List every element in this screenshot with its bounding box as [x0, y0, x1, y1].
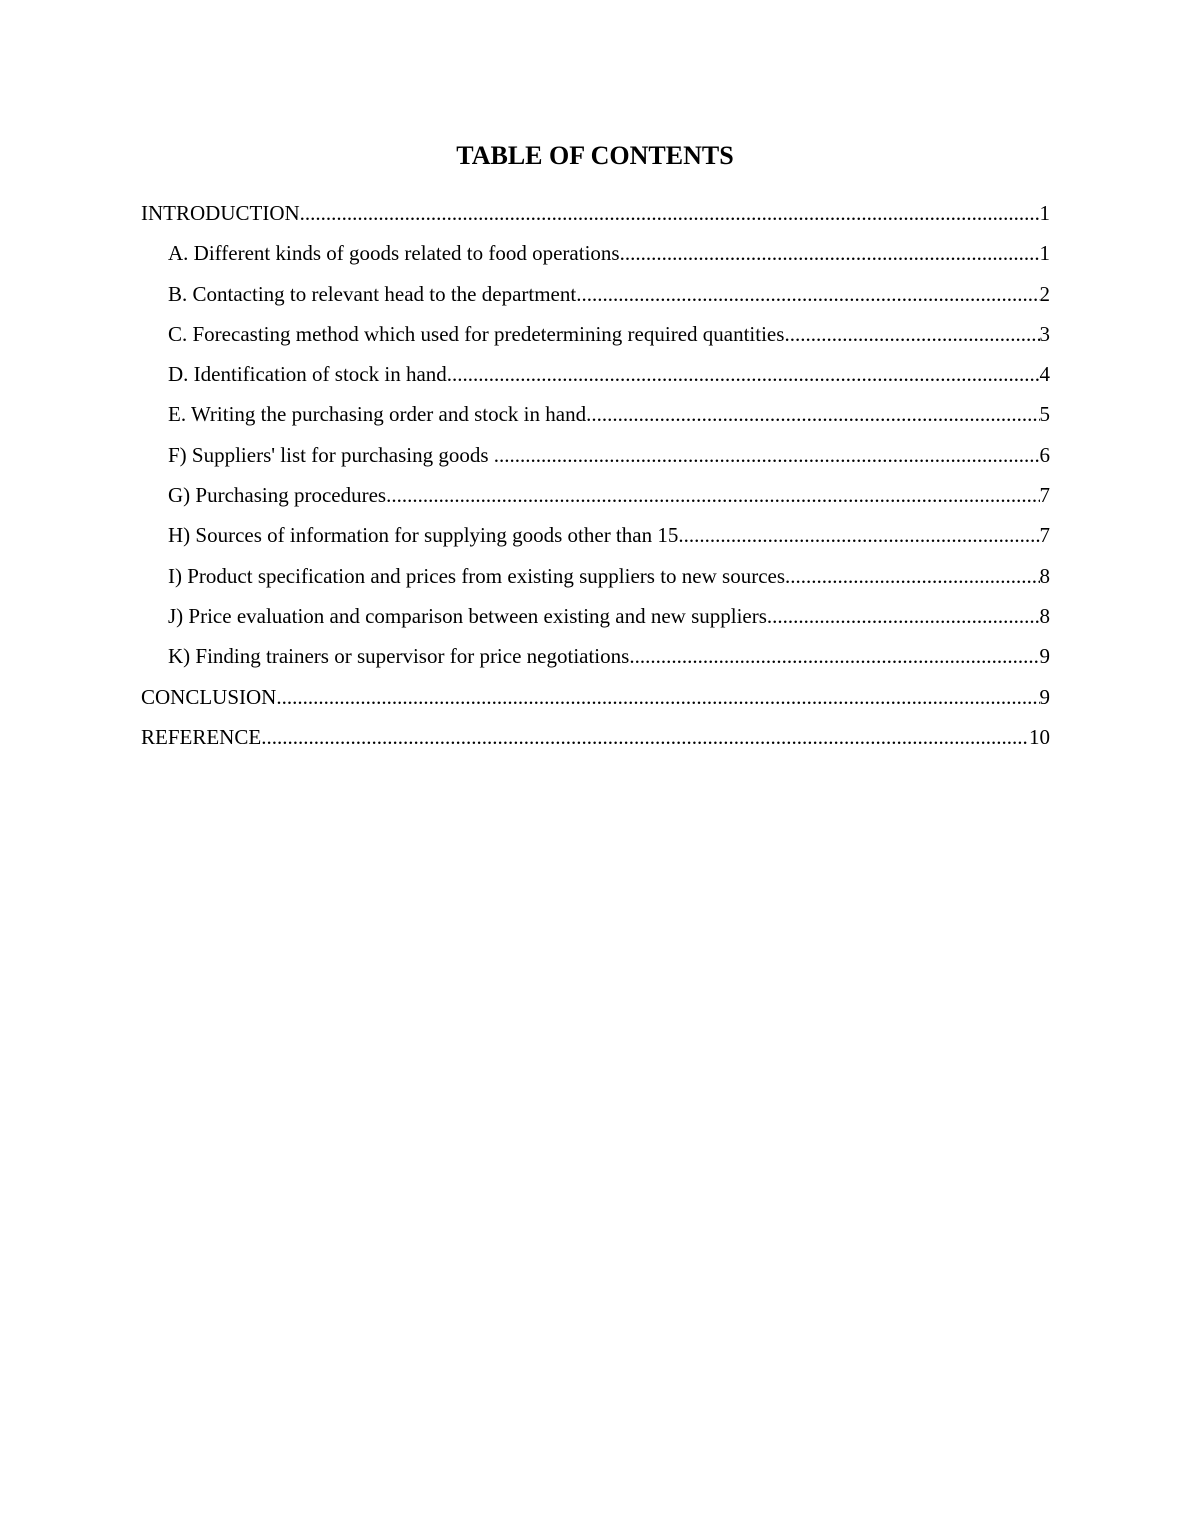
- toc-entry-introduction[interactable]: [141, 196, 1050, 236]
- toc-entry-text: REFERENCE: [141, 724, 262, 749]
- toc-dot-leader: [678, 518, 1039, 552]
- toc-entry-text: A. Different kinds of goods related to food operations: [168, 241, 620, 266]
- toc-entry-text: G) Purchasing procedures: [168, 483, 387, 508]
- toc-entry-text: C. Forecasting method which used for predetermining required quantities: [168, 321, 785, 346]
- toc-dot-leader: [261, 720, 1029, 754]
- toc-page-number: 4: [1039, 362, 1050, 387]
- toc-entry-text: CONCLUSION: [141, 684, 277, 709]
- toc-dot-leader: [300, 196, 1040, 230]
- toc-page-number: 6: [1039, 442, 1050, 467]
- toc-dot-leader: [576, 277, 1039, 311]
- toc-title: TABLE OF CONTENTS: [456, 141, 734, 170]
- toc-entry-i[interactable]: [141, 559, 1050, 599]
- toc-entry-b[interactable]: [141, 277, 1050, 317]
- toc-dot-leader: [386, 478, 1039, 512]
- toc-page-number: 3: [1039, 321, 1050, 346]
- toc-dot-leader: [276, 680, 1039, 714]
- toc-entry-reference[interactable]: [141, 720, 1050, 760]
- toc-entry-c[interactable]: [141, 317, 1050, 357]
- toc-entry-h[interactable]: [141, 518, 1050, 558]
- toc-entry-j[interactable]: [141, 599, 1050, 639]
- toc-dot-leader: [620, 236, 1040, 270]
- toc-dot-leader: [629, 639, 1039, 673]
- toc-dot-leader: [447, 357, 1040, 391]
- toc-page-number: 1: [1039, 201, 1050, 225]
- toc-dot-leader: [785, 559, 1039, 593]
- toc-page-number: 8: [1039, 563, 1050, 588]
- toc-entry-text: E. Writing the purchasing order and stock in hand: [168, 402, 587, 427]
- toc-page-number: 5: [1039, 402, 1050, 427]
- toc-entry-text: H) Sources of information for supplying goods other than 15: [168, 523, 679, 548]
- toc-entry-d[interactable]: [141, 357, 1050, 397]
- toc-entry-text: INTRODUCTION: [141, 201, 300, 225]
- toc-dot-leader: [767, 599, 1040, 633]
- toc-entry-conclusion[interactable]: [141, 680, 1050, 720]
- toc-entry-text: F) Suppliers' list for purchasing goods: [168, 442, 494, 467]
- toc-page-number: 2: [1039, 281, 1050, 306]
- toc-entry-a[interactable]: [141, 236, 1050, 276]
- toc-entry-text: B. Contacting to relevant head to the department: [168, 281, 577, 306]
- toc-list: [141, 196, 1050, 760]
- toc-page-number: 9: [1039, 644, 1050, 669]
- toc-page-number: 7: [1039, 523, 1050, 548]
- toc-page-number: 8: [1039, 603, 1050, 628]
- toc-entry-g[interactable]: [141, 478, 1050, 518]
- toc-dot-leader: [494, 438, 1040, 472]
- toc-dot-leader: [784, 317, 1039, 351]
- toc-entry-text: K) Finding trainers or supervisor for price negotiations: [168, 644, 630, 669]
- toc-entry-f[interactable]: [141, 438, 1050, 478]
- toc-entry-text: J) Price evaluation and comparison between existing and new suppliers: [168, 603, 767, 628]
- toc-entry-k[interactable]: [141, 639, 1050, 679]
- toc-entry-e[interactable]: [141, 397, 1050, 437]
- toc-page-number: 9: [1039, 684, 1050, 709]
- toc-page-number: 7: [1039, 483, 1050, 508]
- toc-page-number: 10: [1029, 724, 1050, 749]
- toc-entry-text: D. Identification of stock in hand: [168, 362, 447, 387]
- toc-entry-text: I) Product specification and prices from existing suppliers to new sources: [168, 563, 786, 588]
- toc-page-number: 1: [1039, 241, 1050, 266]
- toc-dot-leader: [586, 397, 1039, 431]
